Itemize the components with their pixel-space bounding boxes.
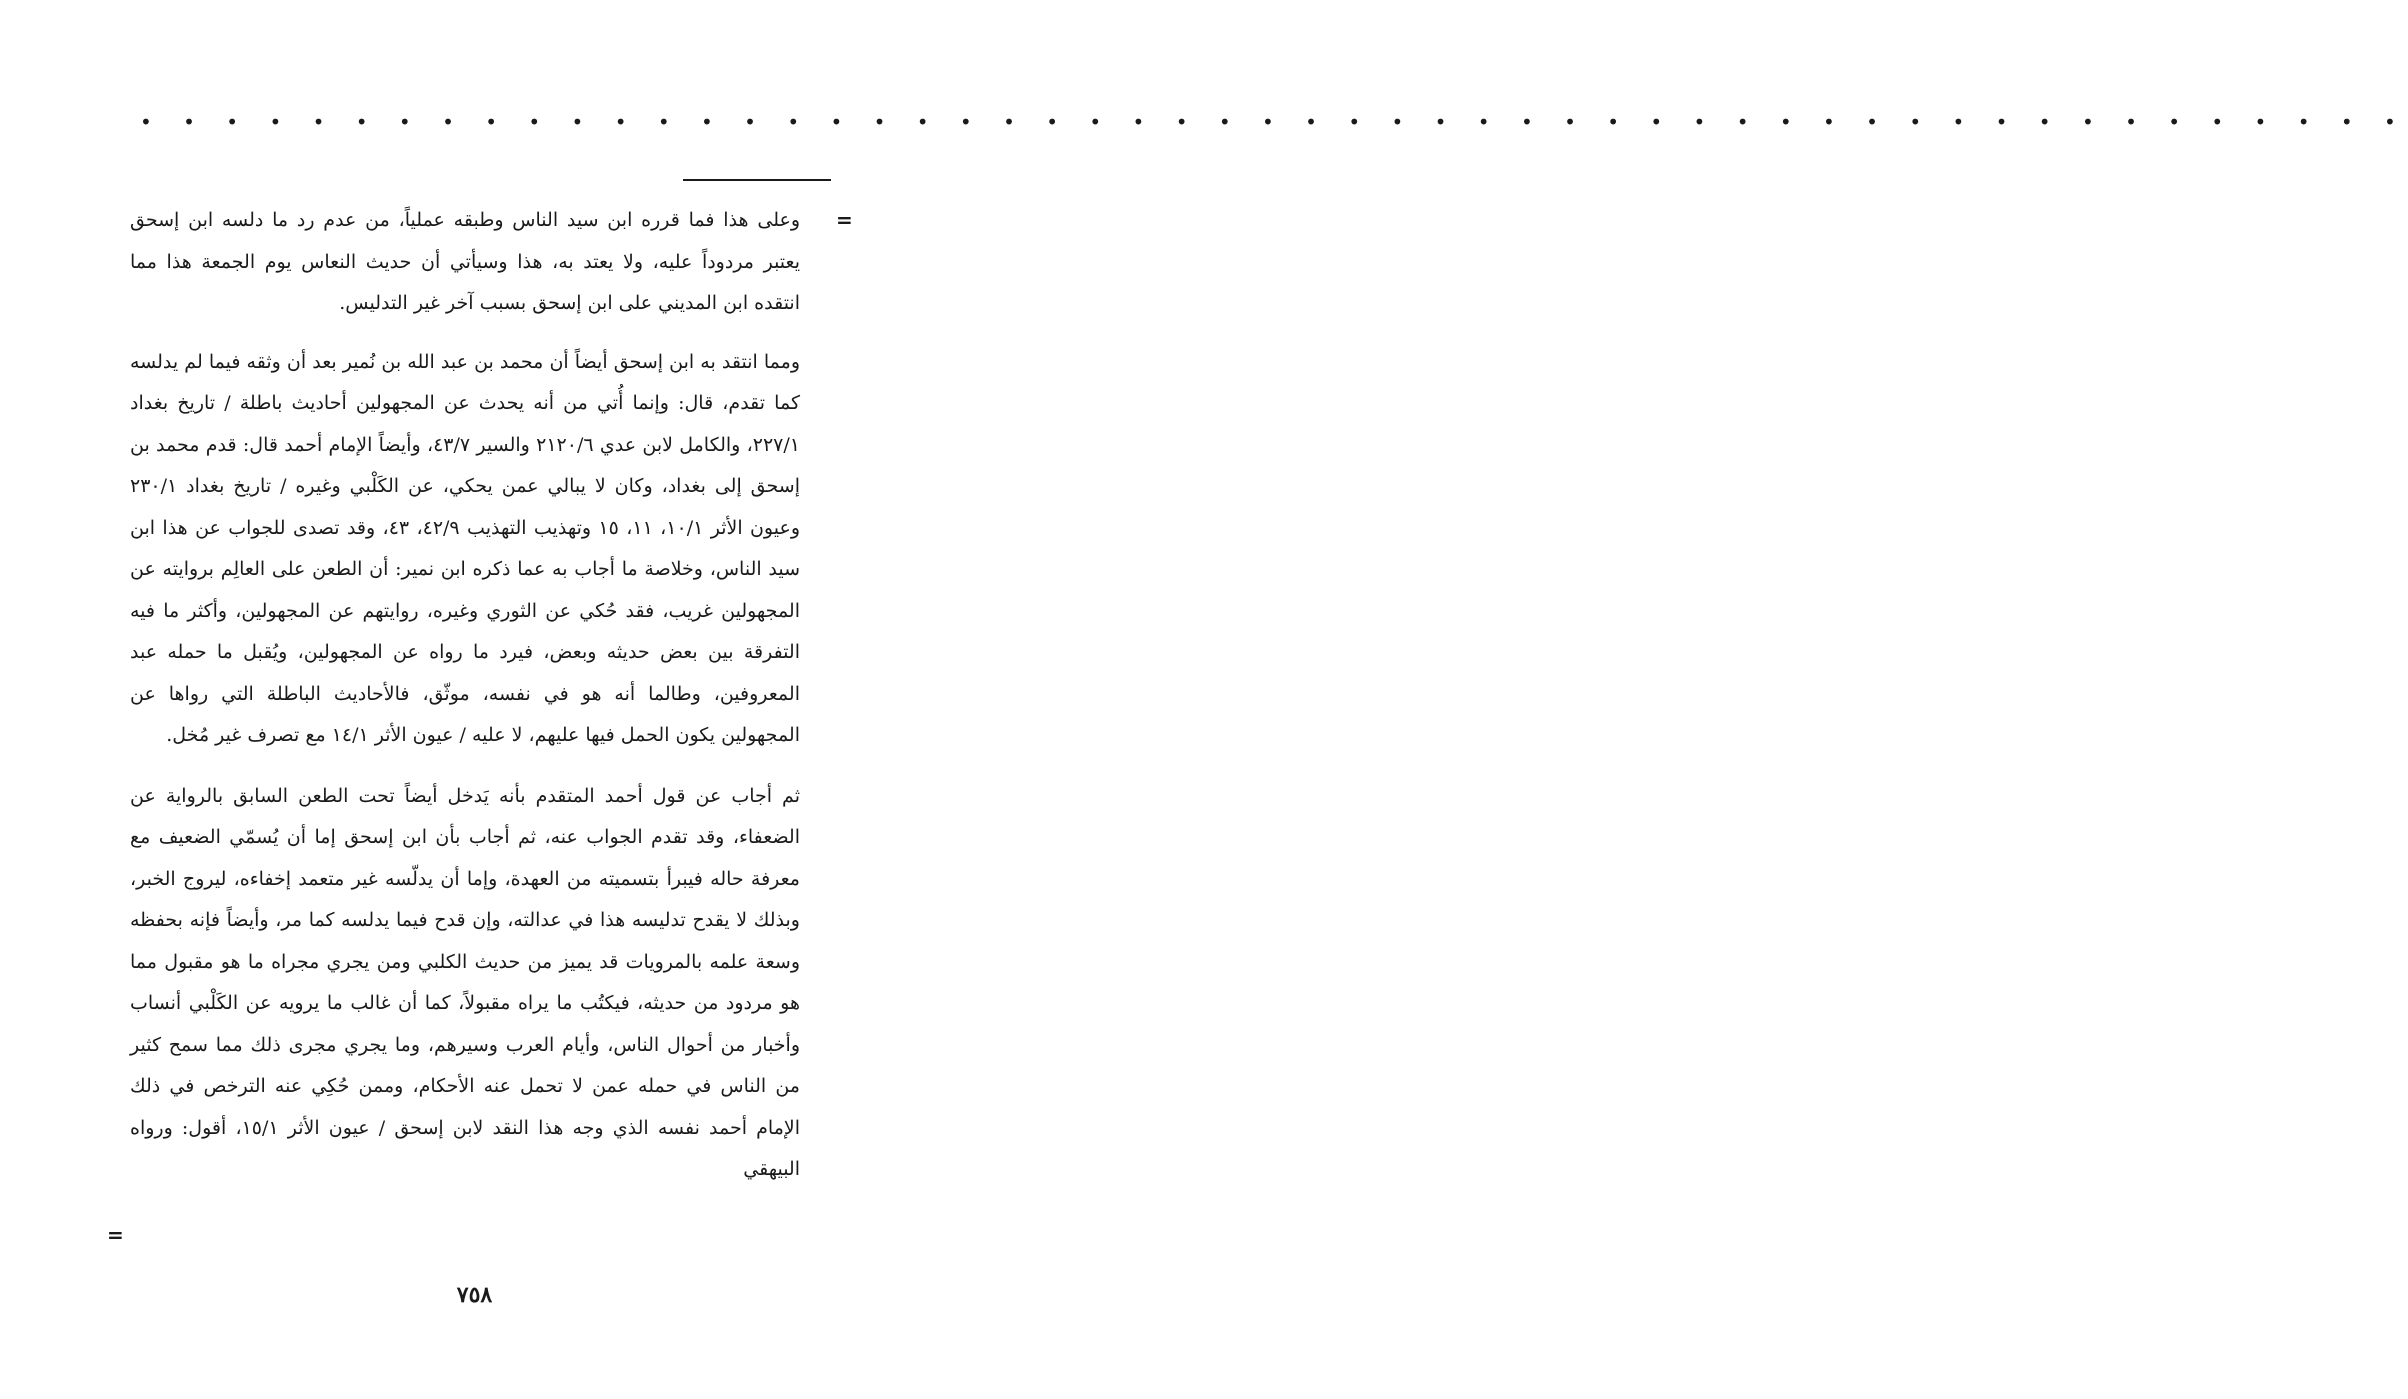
paragraph-1: وعلى هذا فما قرره ابن سيد الناس وطبقه عملياً، من عدم رد ما دلسه ابن إسحق يعتبر مردوداً عليه، ولا يعتد به، هذا وسيأتي أن حديث النعاس يوم الجمعة هذا مما انتقده ابن المديني على ابن إسحق بسبب آخر غير التدليس. xyxy=(130,209,800,314)
footnote-body xyxy=(130,200,800,1191)
continuation-mark-bottom: = xyxy=(107,1223,124,1247)
continuation-mark-top: = xyxy=(836,208,853,232)
paragraph-2: ومما انتقد به ابن إسحق أيضاً أن محمد بن عبد الله بن نُمير بعد أن وثقه فيما لم يدلسه كما تقدم، قال: وإنما أُتي من أنه يحدث عن المجهولين أحاديث باطلة / تاريخ بغداد ٢٢٧/١، والكامل لابن عدي ٢١٢٠/٦ والسير ٤٣/٧، وأيضاً الإمام أحمد قال: قدم محمد بن إسحق إلى بغداد، وكان لا يبالي عمن يحكي، عن الكَلْبي وغيره / تاريخ بغداد ٢٣٠/١ وعيون الأثر ١٠/١، ١١، ١٥ وتهذيب التهذيب ٤٢/٩، ٤٣، وقد تصدى للجواب عن هذا ابن سيد الناس، وخلاصة ما أجاب به عما ذكره ابن نمير: أن الطعن على العالِم بروايته عن المجهولين غريب، فقد حُكي عن الثوري وغيره، روايتهم عن المجهولين، وأكثر ما فيه التفرقة بين بعض حديثه وبعض، فيرد ما رواه عن المجهولين، ويُقبل ما حمله عبد المعروفين، وطالما أنه هو في نفسه، موثّق، فالأحاديث الباطلة التي رواها عن المجهولين يكون الحمل فيها عليهم، لا عليه / عيون الأثر ١٤/١ مع تصرف غير مُخل. xyxy=(130,350,800,746)
paragraph-3: ثم أجاب عن قول أحمد المتقدم بأنه يَدخل أيضاً تحت الطعن السابق بالرواية عن الضعفاء، وقد تقدم الجواب عنه، ثم أجاب بأن ابن إسحق إما أن يُسمّي الضعيف مع معرفة حاله فيبرأ بتسميته من العهدة، وإما أن يدلّسه غير متعمد إخفاءه، ليروج الخبر، وبذلك لا يقدح تدليسه هذا في عدالته، وإن قدح فيما يدلسه كما مر، وأيضاً فإنه بحفظه وسعة علمه بالمرويات قد يميز من حديث الكلبي ومن يجري مجراه ما هو مقبول مما هو مردود من حديثه، فيكتُب ما يراه مقبولاً، كما أن غالب ما يرويه عن الكَلْبي أنساب وأخبار من أحوال الناس، وأيام العرب وسيرهم، وما يجري مجرى ذلك مما سمح كثير من الناس في حمله عمن لا تحمل عنه الأحكام، وممن حُكِي عنه الترخص في ذلك الإمام أحمد نفسه الذي وجه هذا النقد لابن إسحق / عيون الأثر ١٥/١، أقول: ورواه البيهقي xyxy=(130,784,800,1180)
footnote-rule xyxy=(683,179,831,181)
page-number: ٧٥٨ xyxy=(456,1282,493,1308)
footnote-separator-dots: • • • • • • • • • • • • • • • • • • • • • • • • • • • • • • • • • • • • • • • • • • • • • • • • • • • • • xyxy=(140,110,2408,134)
